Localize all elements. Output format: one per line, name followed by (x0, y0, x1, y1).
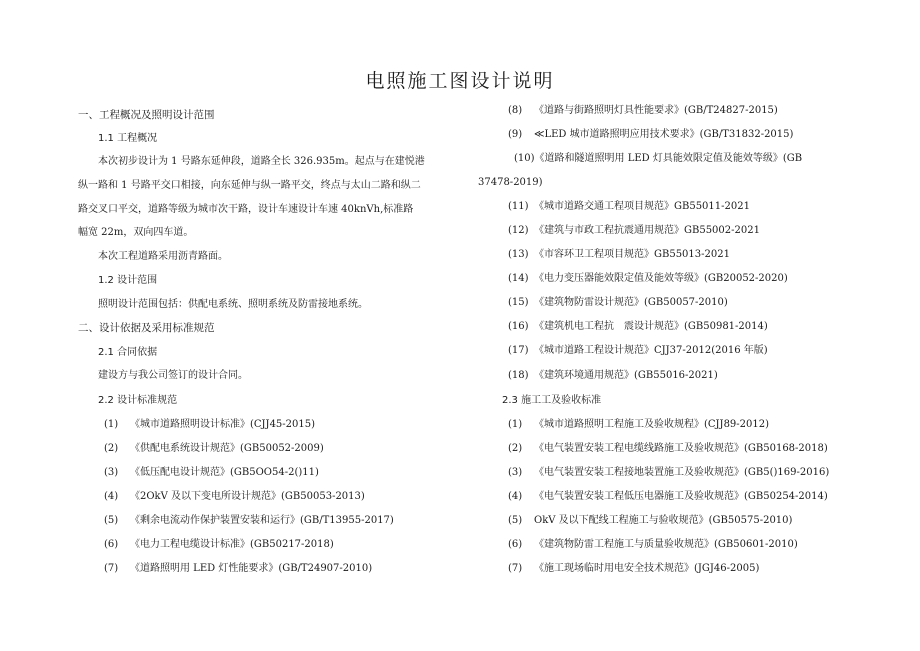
list-item: (12) 《建筑与市政工程抗震通用规范》GB55002-2021 (508, 225, 760, 236)
paragraph: 本次工程道路采用沥青路面。 (98, 251, 228, 262)
paragraph-line: 幅宽 22m，双向四车道。 (78, 227, 194, 238)
list-item: (14) 《电力变压器能效限定值及能效等级》(GB20052-2020) (508, 273, 788, 284)
page-title: 电照施工图设计说明 (365, 70, 555, 92)
list-item: (6) 《电力工程电缆设计标准》(GB50217-2018) (104, 539, 334, 550)
subsection-heading-2-1: 2.1 合同依据 (98, 347, 158, 358)
subsection-heading-2-2: 2.2 设计标准规范 (98, 395, 178, 406)
list-item: (10)《道路和隧道照明用 LED 灯具能效限定值及能效等级》(GB (514, 153, 803, 164)
list-item: (1) 《城市道路照明工程施工及验收规程》(CJJ89-2012) (508, 419, 770, 430)
list-item: (1) 《城市道路照明设计标准》(CJJ45-2015) (104, 419, 316, 430)
list-item-continuation: 37478-2019) (478, 177, 543, 188)
list-item: (6) 《建筑物防雷工程施工与质量验收规范》(GB50601-2010) (508, 539, 798, 550)
paragraph: 建设方与我公司签订的设计合同。 (98, 370, 248, 381)
list-item: (16) 《建筑机电工程抗 震设计规范》(GB50981-2014) (508, 321, 768, 332)
list-item: (4) 《2OkV 及以下变电所设计规范》(GB50053-2013) (104, 491, 365, 502)
list-item: (2) 《供配电系统设计规范》(GB50052-2009) (104, 443, 324, 454)
paragraph-line: 路交叉口平交，道路等级为城市次干路，设计车速设计车速 40knVh,标准路 (78, 204, 414, 215)
list-item: (15) 《建筑物防雷设计规范》(GB50057-2010) (508, 297, 728, 308)
section-heading-2: 二、设计依据及采用标准规范 (78, 322, 215, 334)
list-item: (3) 《电气装置安装工程接地装置施工及验收规范》(GB5()169-2016) (508, 467, 830, 478)
list-item: (5) 《剩余电流动作保护装置安装和运行》(GB/T13955-2017) (104, 515, 394, 526)
list-item: (9) ≪LED 城市道路照明应用技术要求》(GB/T31832-2015) (508, 129, 794, 140)
list-item: (13) 《市容环卫工程项目规范》GB55013-2021 (508, 249, 730, 260)
list-item: (18) 《建筑环境通用规范》(GB55016-2021) (508, 370, 718, 381)
section-heading-1: 一、工程概况及照明设计范围 (78, 109, 215, 121)
list-item: (5) OkV 及以下配线工程施工与验收规范》(GB50575-2010) (508, 515, 793, 526)
paragraph-line: 本次初步设计为 1 号路东延伸段，道路全长 326.935m。起点与在建悦港 (98, 156, 425, 167)
list-item: (8) 《道路与街路照明灯具性能要求》(GB/T24827-2015) (508, 105, 778, 116)
list-item: (7) 《道路照明用 LED 灯性能要求》(GB/T24907-2010) (104, 563, 373, 574)
subsection-heading-1-2: 1.2 设计范围 (98, 275, 158, 286)
paragraph-line: 纵一路和 1 号路平交口相接，向东延伸与纵一路平交，终点与太山二路和纵二 (78, 180, 421, 191)
subsection-heading-2-3: 2.3 施工工及验收标准 (502, 395, 602, 406)
list-item: (2) 《电气装置安装工程电缆线路施工及验收规范》(GB50168-2018) (508, 443, 828, 454)
list-item: (7) 《施工现场临时用电安全技术规范》(JGJ46-2005) (508, 563, 760, 574)
list-item: (11) 《城市道路交通工程项目规范》GB55011-2021 (508, 201, 750, 212)
paragraph: 照明设计范围包括：供配电系统、照明系统及防雷接地系统。 (98, 299, 368, 310)
subsection-heading-1-1: 1.1 工程概况 (98, 133, 158, 144)
list-item: (3) 《低压配电设计规范》(GB5OO54-2()11) (104, 467, 319, 478)
list-item: (4) 《电气装置安装工程低压电器施工及验收规范》(GB50254-2014) (508, 491, 828, 502)
list-item: (17) 《城市道路工程设计规范》CJJ37-2012(2016 年版) (508, 345, 768, 356)
